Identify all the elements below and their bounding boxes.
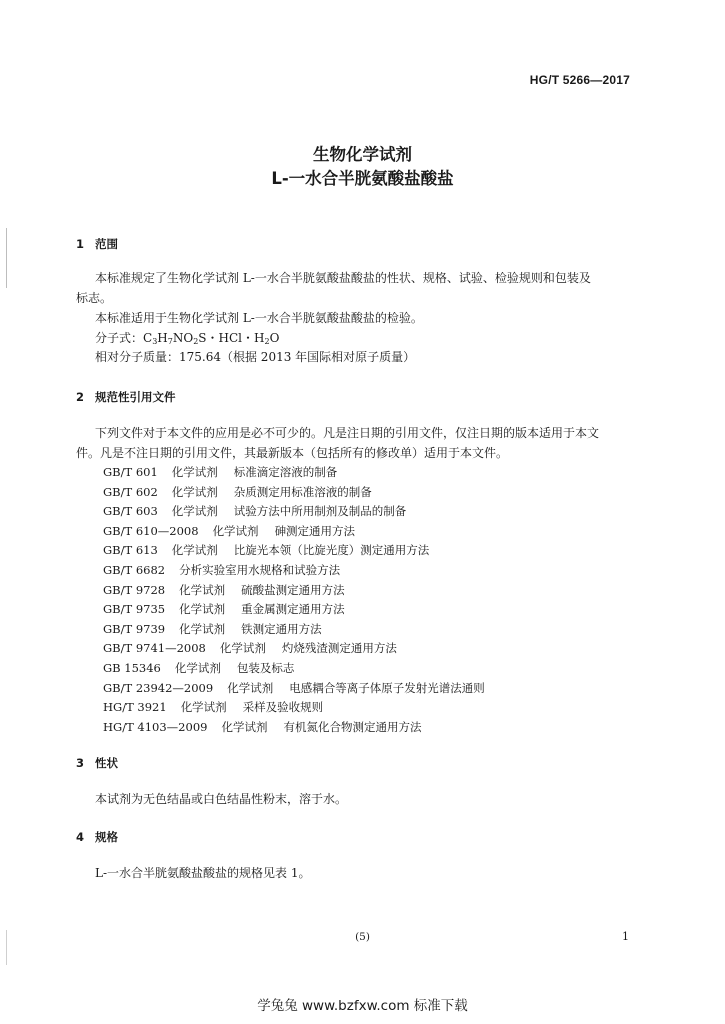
reference-item [103, 601, 345, 617]
reference-category: 化学试剂 [221, 719, 268, 734]
reference-title: 重金属测定通用方法 [241, 602, 345, 617]
relative-molecular-mass: 相对分子质量：175.64（根据 2013 年国际相对原子质量） [95, 350, 416, 364]
reference-code: GB/T 603 [103, 504, 158, 519]
reference-item [103, 484, 372, 500]
reference-category: 化学试剂 [212, 523, 259, 538]
references-intro-line2: 件。凡是不注日期的引用文件，其最新版本（包括所有的修改单）适用于本文件。 [76, 446, 509, 460]
reference-item [103, 523, 355, 539]
reference-item [103, 680, 485, 696]
reference-item [103, 699, 323, 715]
reference-code: GB/T 9739 [103, 621, 166, 636]
section-1-heading [76, 236, 118, 252]
reference-title: 标准滴定溶液的制备 [233, 465, 338, 479]
reference-title: 有机氮化合物测定通用方法 [283, 719, 422, 734]
reference-category: 化学试剂 [174, 661, 221, 675]
reference-item [103, 503, 406, 519]
reference-code: GB/T 6682 [103, 563, 166, 577]
reference-item [103, 562, 340, 578]
molecular-formula: 分子式：$C_3H_7NO_2S$・HCl・$H_2O$ [95, 331, 280, 346]
section-number: 3 [76, 756, 85, 770]
section-title: 规范性引用文件 [95, 390, 176, 404]
reference-category: 化学试剂 [171, 543, 218, 558]
page-marker: (5) [355, 931, 370, 943]
reference-code: GB/T 9741—2008 [103, 641, 206, 656]
section-title: 范围 [95, 237, 118, 251]
reference-title: 电感耦合等离子体原子发射光谱法通则 [289, 680, 485, 695]
page-number: 1 [622, 930, 629, 943]
reference-category: 化学试剂 [219, 641, 266, 656]
reference-item [103, 464, 337, 480]
reference-category: 化学试剂 [179, 582, 226, 597]
section-number: 1 [76, 237, 85, 251]
standard-number: HG/T 5266—2017 [529, 73, 630, 87]
reference-category: 化学试剂 [227, 680, 274, 695]
watermark-footer: 学兔兔 www.bzfxw.com 标准下载 [257, 998, 468, 1014]
reference-category: 化学试剂 [171, 484, 218, 499]
reference-title: 铁测定通用方法 [241, 621, 322, 636]
reference-item [103, 582, 345, 598]
scope-applicability: 本标准适用于生物化学试剂 L-一水合半胱氨酸盐酸盐的检验。 [95, 311, 423, 325]
properties-paragraph: 本试剂为无色结晶或白色结晶性粉末，溶于水。 [95, 792, 348, 806]
reference-code: GB/T 601 [103, 465, 158, 479]
reference-category: 化学试剂 [171, 465, 218, 479]
section-3-heading [76, 755, 118, 771]
reference-title: 采样及验收规则 [242, 700, 324, 715]
section-title: 性状 [95, 756, 118, 770]
reference-code: GB/T 613 [103, 543, 158, 558]
reference-code: GB/T 9728 [103, 582, 166, 597]
specification-paragraph: L-一水合半胱氨酸盐酸盐的规格见表 1。 [95, 866, 311, 880]
reference-title: 包装及标志 [236, 661, 295, 675]
reference-code: HG/T 4103—2009 [103, 719, 208, 734]
reference-item [103, 542, 429, 558]
reference-category: 化学试剂 [171, 504, 218, 519]
reference-title: 砷测定通用方法 [274, 523, 356, 538]
scope-paragraph-line2: 标志。 [76, 291, 113, 305]
reference-title: 杂质测定用标准溶液的制备 [233, 484, 372, 499]
reference-title: 灼烧残渣测定通用方法 [281, 641, 397, 656]
document-title-line1: 生物化学试剂 [313, 145, 412, 164]
reference-category: 化学试剂 [179, 621, 226, 636]
section-2-heading [76, 389, 176, 405]
reference-code: GB/T 602 [103, 484, 158, 499]
reference-code: GB/T 23942—2009 [103, 680, 214, 695]
reference-title: 分析实验室用水规格和试验方法 [179, 563, 341, 577]
reference-item [103, 640, 397, 656]
reference-code: GB/T 9735 [103, 602, 166, 617]
section-number: 4 [76, 830, 85, 844]
reference-item [103, 660, 294, 676]
reference-title: 硫酸盐测定通用方法 [241, 582, 345, 597]
section-4-heading [76, 829, 118, 845]
reference-title: 试验方法中所用制剂及制品的制备 [233, 504, 407, 519]
section-number: 2 [76, 390, 85, 404]
section-title: 规格 [95, 830, 118, 844]
document-title-line2: L-一水合半胱氨酸盐酸盐 [271, 169, 454, 188]
references-intro-line1: 下列文件对于本文件的应用是必不可少的。凡是注日期的引用文件，仅注日期的版本适用于本文 [95, 426, 600, 440]
reference-code: GB/T 610—2008 [103, 523, 199, 538]
reference-code: HG/T 3921 [103, 700, 167, 715]
reference-title: 比旋光本领（比旋光度）测定通用方法 [233, 543, 430, 558]
reference-item [103, 719, 421, 735]
reference-item [103, 621, 322, 637]
reference-category: 化学试剂 [180, 700, 227, 715]
scope-paragraph-line1: 本标准规定了生物化学试剂 L-一水合半胱氨酸盐酸盐的性状、规格、试验、检验规则和包装及 [95, 271, 591, 285]
scan-margin-mark [6, 228, 7, 288]
reference-code: GB 15346 [103, 661, 161, 675]
reference-category: 化学试剂 [179, 602, 226, 617]
